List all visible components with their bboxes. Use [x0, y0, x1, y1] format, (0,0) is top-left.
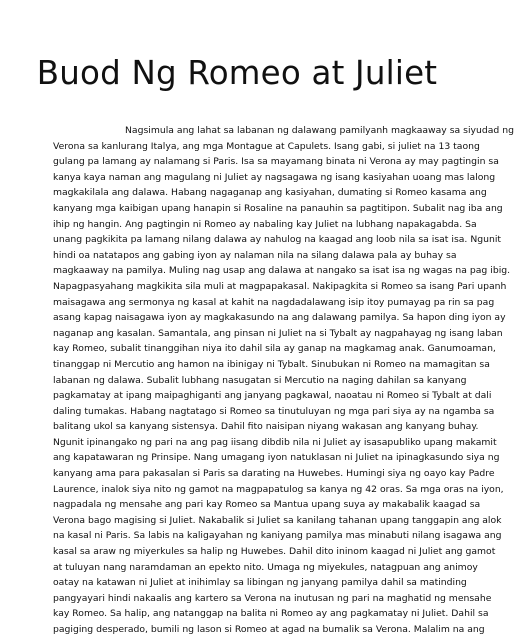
paragraph-line: labanan ng dalawa. Subalit lubhang nasugatan si Mercutio na naging dahilan sa kanyang — [53, 374, 467, 386]
paragraph-line: at tuluyan nang naramdaman an epekto nito. Umaga ng miyekules, natagpuan ang animoy — [53, 561, 478, 573]
paragraph-line: Verona sa kanlurang Italya, ang mga Montague at Capulets. Isang gabi, si juliet na 13 taong — [53, 140, 480, 152]
paragraph-line: maisagawa ang sermonya ng kasal at kahit na nagdadalawang isip itoy pumayag pa rin sa pag — [53, 296, 495, 308]
paragraph-line: asang kapag naisagawa iyon ay magkakasundo na ang dalawang pamilya. Sa hapon ding iyon ay — [53, 312, 506, 324]
paragraph-line: oatay na katawan ni Juliet at inihimlay sa libingan ng janyang pamilya dahil sa matinding — [53, 577, 467, 589]
paragraph-line: kanyang ama para pakasalan si Paris sa darating na Huwebes. Humingi siya ng oayo kay Padre — [53, 468, 495, 480]
paragraph-line: kasal sa araw ng miyerkules sa halip ng Huwebes. Dahil dito ininom kaagad ni Juliet ang gamot — [53, 546, 496, 558]
paragraph-line: naganap ang kasalan. Samantala, ang pinsan ni Juliet na si Tybalt ay nagpahayag ng isang laban — [53, 327, 503, 339]
paragraph-line: kanyang mga kaibigan upang hanapin si Rosaline na panauhin sa pagtitipon. Subalit nag iba ang — [53, 202, 503, 214]
paragraph-line: kay Romeo. Sa halip, ang natanggap na balita ni Romeo ay ang pagkamatay ni Juliet. Dahil sa — [53, 608, 489, 620]
paragraph-line: magkaaway na pamilya. Muling nag usap ang dalawa at nangako sa isat isa ng wagas na pag ibig. — [53, 265, 511, 277]
document-title: Buod Ng Romeo at Juliet — [36, 54, 438, 92]
paragraph-line: tinanggap ni Mercutio ang hamon na ibinigay ni Tybalt. Sinubukan ni Romeo na mamagitan sa — [53, 358, 490, 370]
paragraph-line: gulang pa lamang ay nalamang si Paris. Isa sa mayamang binata ni Verona ay may pagtingin sa — [53, 156, 499, 168]
document-body — [53, 123, 514, 638]
paragraph-line: daling tumakas. Habang nagtatago si Romeo sa tinutuluyan ng mga pari siya ay na ngamba sa — [53, 405, 495, 417]
paragraph-line: pagkamatay at ipang maipaghiganti ang janyang pagkawal, naoatau ni Romeo si Tybalt at dali — [53, 390, 492, 402]
paragraph-line: unang pagkikita pa lamang nilang dalawa ay nahulog na kaagad ang loob nila sa isat isa. Ngunit — [53, 234, 502, 246]
paragraph-line: Verona bago magising si Juliet. Nakabalik si Juliet sa kanilang tahanan upang tanggapin ang alok — [53, 514, 502, 526]
paragraph-line: balitang ukol sa kanyang sistensya. Dahil fito naisipan niyang wakasan ang kanyang buhay. — [53, 421, 479, 433]
paragraph-line: pagiging desperado, bumili ng lason si Romeo at agad na bumalik sa Verona. Malalim na ang — [53, 624, 485, 635]
paragraph-line: hindi oa natatapos ang gabing iyon ay nalaman nila na silang dalawa pala ay buhay sa — [53, 249, 457, 261]
paragraph-line: Nagsimula ang lahat sa labanan ng dalawang pamilyanh magkaaway sa siyudad ng — [125, 125, 514, 136]
paragraph-line: na kasal ni Paris. Sa labis na kaligayahan ng kaniyang pamilya mas minabuti nilang isagawa ang — [53, 530, 502, 542]
paragraph-line: nagpadala ng mensahe ang pari kay Romeo sa Mantua upang suya ay makabalik kaagad sa — [53, 499, 481, 511]
paragraph-line: ang kapatawaran ng Prinsipe. Nang umagang iyon natuklasan ni Juliet na ipinagkasundo siya ng — [53, 452, 500, 464]
paragraph-line: Laurence, inalok siya nito ng gamot na magpapatulog sa kanya ng 42 oras. Sa mga oras na iyon, — [53, 483, 504, 495]
paragraph-line: ihip ng hangin. Ang pagtingin ni Romeo ay nabaling kay Juliet na lubhang napakagabda. Sa — [53, 218, 477, 230]
paragraph-line: Ngunit ipinangako ng pari na ang pag iisang dibdib nila ni Juliet ay isasapubliko upang makamit — [53, 436, 497, 448]
paragraph-line: pangyayari hindi nakaalis ang kartero sa Verona na inutusan ng pari na maghatid ng mensahe — [53, 592, 492, 604]
paragraph-line: kanya kaya naman ang magulang ni Juliet ay nagsagawa ng isang kasiyahan uoang mas lalong — [53, 171, 496, 183]
paragraph-line: Napagpasyahang magkikita sila muli at magpapakasal. Nakipagkita si Romeo sa isang Pari upanh — [53, 280, 507, 292]
paragraph-line: kay Romeo, subalit tinanggihan niya ito dahil sila ay ganap na magkamag anak. Ganumoaman, — [53, 343, 496, 355]
paragraph-line: magkakilala ang dalawa. Habang nagaganap ang kasiyahan, dumating si Romeo kasama ang — [53, 187, 487, 199]
